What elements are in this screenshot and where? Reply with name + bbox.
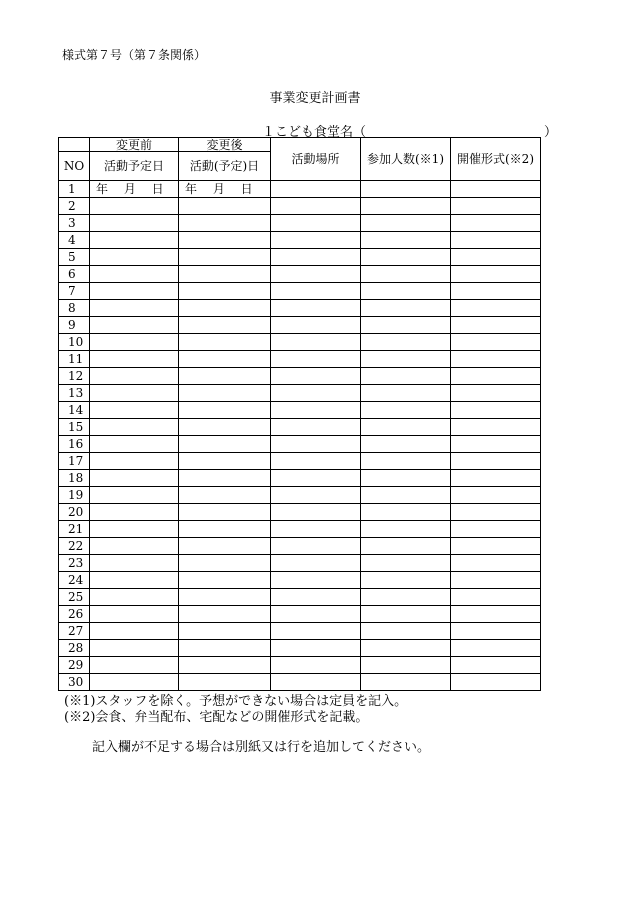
cell-no: 14 (59, 402, 90, 419)
cell-place[interactable] (271, 487, 361, 504)
footer-note: 記入欄が不足する場合は別紙又は行を追加してください。 (92, 740, 431, 755)
table-row (59, 266, 541, 283)
cell-after-date[interactable] (179, 538, 271, 555)
cell-no: 1 (59, 181, 90, 198)
cell-participants[interactable] (361, 181, 451, 198)
cell-after-date[interactable] (179, 300, 271, 317)
cell-place[interactable] (271, 181, 361, 198)
cell-after-date[interactable] (179, 385, 271, 402)
cell-participants[interactable] (361, 538, 451, 555)
cell-format[interactable] (451, 266, 541, 283)
cell-after-date[interactable] (179, 334, 271, 351)
cell-format[interactable] (451, 623, 541, 640)
cell-participants[interactable] (361, 521, 451, 538)
cell-before-date[interactable] (90, 419, 179, 436)
cell-participants[interactable] (361, 436, 451, 453)
cell-no: 21 (59, 521, 90, 538)
note-1: (※1)スタッフを除く。予想ができない場合は定員を記入。 (64, 694, 408, 709)
cell-before-date[interactable] (90, 283, 179, 300)
cell-no: 2 (59, 198, 90, 215)
cell-before-date[interactable] (90, 572, 179, 589)
cell-no: 26 (59, 606, 90, 623)
cell-no: 28 (59, 640, 90, 657)
table-row (59, 368, 541, 385)
header-before-group: 変更前 (90, 138, 179, 152)
cell-no: 15 (59, 419, 90, 436)
cell-participants[interactable] (361, 555, 451, 572)
cell-after-date[interactable] (179, 640, 271, 657)
header-after-group: 変更後 (179, 138, 271, 152)
cell-place[interactable] (271, 249, 361, 266)
cell-place[interactable] (271, 334, 361, 351)
table-row (59, 470, 541, 487)
cell-after-date[interactable] (179, 657, 271, 674)
header-row-group (59, 138, 541, 152)
cell-before-date[interactable] (90, 368, 179, 385)
cell-format[interactable] (451, 232, 541, 249)
table-row (59, 487, 541, 504)
cell-before-date[interactable] (90, 623, 179, 640)
cell-no: 27 (59, 623, 90, 640)
cell-after-date[interactable] (179, 606, 271, 623)
cell-participants[interactable] (361, 283, 451, 300)
cell-no: 3 (59, 215, 90, 232)
table-row (59, 538, 541, 555)
cell-participants[interactable] (361, 589, 451, 606)
table-row (59, 198, 541, 215)
cell-before-date[interactable] (90, 521, 179, 538)
cell-place[interactable] (271, 606, 361, 623)
table-row (59, 215, 541, 232)
cell-participants[interactable] (361, 640, 451, 657)
cell-participants[interactable] (361, 453, 451, 470)
cell-before-date[interactable] (90, 436, 179, 453)
cell-after-date[interactable] (179, 266, 271, 283)
cell-before-date[interactable] (90, 504, 179, 521)
cell-place[interactable] (271, 623, 361, 640)
header-format: 開催形式(※2) (451, 138, 541, 181)
table-row (59, 674, 541, 691)
cell-no: 10 (59, 334, 90, 351)
cell-after-date[interactable] (179, 504, 271, 521)
cell-place[interactable] (271, 521, 361, 538)
cell-no: 7 (59, 283, 90, 300)
cell-before-date[interactable] (90, 232, 179, 249)
table-row (59, 181, 541, 198)
table-row (59, 317, 541, 334)
cell-format[interactable] (451, 334, 541, 351)
table-row (59, 555, 541, 572)
cell-no: 18 (59, 470, 90, 487)
cell-after-date[interactable] (179, 419, 271, 436)
cell-no: 9 (59, 317, 90, 334)
cell-after-date[interactable] (179, 351, 271, 368)
cell-no: 17 (59, 453, 90, 470)
cell-participants[interactable] (361, 249, 451, 266)
cell-format[interactable] (451, 198, 541, 215)
cell-place[interactable] (271, 504, 361, 521)
cell-no: 20 (59, 504, 90, 521)
cafeteria-name-label: １こども食堂名（ (262, 125, 367, 140)
table-row (59, 572, 541, 589)
header-after-date: 活動(予定)日 (179, 152, 271, 181)
cell-after-date[interactable] (179, 453, 271, 470)
cell-after-date[interactable] (179, 487, 271, 504)
cafeteria-name-close-paren: ） (543, 125, 557, 140)
table-row (59, 402, 541, 419)
cell-before-date[interactable] (90, 249, 179, 266)
cell-no: 24 (59, 572, 90, 589)
cell-before-date[interactable] (90, 215, 179, 232)
cell-after-date[interactable] (179, 521, 271, 538)
cell-participants[interactable] (361, 419, 451, 436)
cell-no: 12 (59, 368, 90, 385)
cell-format[interactable] (451, 487, 541, 504)
cell-format[interactable] (451, 504, 541, 521)
cell-place[interactable] (271, 436, 361, 453)
header-no: NO (59, 152, 90, 181)
cell-no: 11 (59, 351, 90, 368)
cell-place[interactable] (271, 232, 361, 249)
cell-participants[interactable] (361, 215, 451, 232)
cell-format[interactable] (451, 317, 541, 334)
cell-format[interactable] (451, 657, 541, 674)
cell-place[interactable] (271, 351, 361, 368)
table-row (59, 419, 541, 436)
table-row (59, 351, 541, 368)
table-row (59, 300, 541, 317)
cell-after-date[interactable] (179, 623, 271, 640)
cell-participants[interactable] (361, 317, 451, 334)
table-row (59, 283, 541, 300)
cell-participants[interactable] (361, 674, 451, 691)
cell-place[interactable] (271, 555, 361, 572)
cell-participants[interactable] (361, 232, 451, 249)
cell-no: 6 (59, 266, 90, 283)
cell-format[interactable] (451, 606, 541, 623)
cell-before-date[interactable] (90, 555, 179, 572)
cell-before-date[interactable] (90, 300, 179, 317)
table-row (59, 640, 541, 657)
cell-after-date[interactable] (179, 470, 271, 487)
cell-format[interactable] (451, 674, 541, 691)
cell-participants[interactable] (361, 487, 451, 504)
cell-before-date[interactable] (90, 674, 179, 691)
cell-no: 8 (59, 300, 90, 317)
cell-place[interactable] (271, 470, 361, 487)
cell-no: 30 (59, 674, 90, 691)
cell-before-date[interactable] (90, 402, 179, 419)
cell-before-date[interactable] (90, 453, 179, 470)
cell-before-date[interactable] (90, 589, 179, 606)
cell-place[interactable] (271, 317, 361, 334)
cell-participants[interactable] (361, 606, 451, 623)
cell-place[interactable] (271, 453, 361, 470)
cell-place[interactable] (271, 198, 361, 215)
table-row (59, 385, 541, 402)
cell-format[interactable] (451, 385, 541, 402)
cell-after-date[interactable] (179, 402, 271, 419)
cell-no: 25 (59, 589, 90, 606)
cell-after-date[interactable] (179, 674, 271, 691)
cell-format[interactable] (451, 640, 541, 657)
cell-after-date[interactable] (179, 232, 271, 249)
cell-no: 4 (59, 232, 90, 249)
cell-place[interactable] (271, 572, 361, 589)
cell-before-date[interactable] (90, 538, 179, 555)
cell-participants[interactable] (361, 470, 451, 487)
cell-format[interactable] (451, 538, 541, 555)
note-2: (※2)会食、弁当配布、宅配などの開催形式を記載。 (64, 710, 369, 725)
cell-participants[interactable] (361, 572, 451, 589)
cell-format[interactable] (451, 181, 541, 198)
cell-after-date[interactable] (179, 589, 271, 606)
cell-before-date[interactable] (90, 606, 179, 623)
cell-format[interactable] (451, 589, 541, 606)
cell-format[interactable] (451, 283, 541, 300)
change-plan-table (58, 137, 541, 691)
cell-before-date[interactable] (90, 470, 179, 487)
cell-format[interactable] (451, 351, 541, 368)
cell-after-date[interactable] (179, 215, 271, 232)
cell-place[interactable] (271, 640, 361, 657)
cell-no: 5 (59, 249, 90, 266)
cell-after-date[interactable] (179, 436, 271, 453)
cell-place[interactable] (271, 589, 361, 606)
table-row (59, 623, 541, 640)
cell-participants[interactable] (361, 368, 451, 385)
cell-format[interactable] (451, 521, 541, 538)
table-row (59, 589, 541, 606)
cell-participants[interactable] (361, 334, 451, 351)
cell-no: 29 (59, 657, 90, 674)
table-row (59, 657, 541, 674)
cell-place[interactable] (271, 385, 361, 402)
cell-format[interactable] (451, 572, 541, 589)
cell-after-date[interactable] (179, 555, 271, 572)
document-title: 事業変更計画書 (269, 91, 361, 106)
cell-after-date[interactable] (179, 572, 271, 589)
cell-after-date[interactable] (179, 368, 271, 385)
cell-before-date[interactable] (90, 198, 179, 215)
cell-place[interactable] (271, 368, 361, 385)
cell-place[interactable] (271, 215, 361, 232)
cell-place[interactable] (271, 283, 361, 300)
cell-participants[interactable] (361, 351, 451, 368)
cell-format[interactable] (451, 300, 541, 317)
cell-no: 22 (59, 538, 90, 555)
cell-format[interactable] (451, 555, 541, 572)
cell-place[interactable] (271, 266, 361, 283)
cell-format[interactable] (451, 419, 541, 436)
table-row (59, 606, 541, 623)
notes (64, 694, 407, 726)
cell-before-date[interactable] (90, 317, 179, 334)
cell-format[interactable] (451, 215, 541, 232)
table-row (59, 436, 541, 453)
table-row (59, 334, 541, 351)
cell-after-date[interactable] (179, 249, 271, 266)
cell-place[interactable] (271, 402, 361, 419)
cell-before-date[interactable] (90, 385, 179, 402)
cell-no: 13 (59, 385, 90, 402)
cell-after-date[interactable]: 年 月 日 (179, 181, 271, 198)
cell-format[interactable] (451, 436, 541, 453)
header-no-blank (59, 138, 90, 152)
cell-participants[interactable] (361, 300, 451, 317)
table-row (59, 232, 541, 249)
cell-participants[interactable] (361, 657, 451, 674)
cell-format[interactable] (451, 470, 541, 487)
header-place: 活動場所 (271, 138, 361, 181)
table-row (59, 504, 541, 521)
cell-participants[interactable] (361, 266, 451, 283)
cell-place[interactable] (271, 300, 361, 317)
cell-place[interactable] (271, 674, 361, 691)
cell-participants[interactable] (361, 402, 451, 419)
cell-participants[interactable] (361, 385, 451, 402)
cell-no: 19 (59, 487, 90, 504)
cell-format[interactable] (451, 249, 541, 266)
cell-before-date[interactable] (90, 657, 179, 674)
cell-no: 23 (59, 555, 90, 572)
cell-participants[interactable] (361, 504, 451, 521)
table-row (59, 249, 541, 266)
cell-before-date[interactable] (90, 351, 179, 368)
form-number: 様式第７号（第７条関係） (62, 48, 207, 62)
header-before-date: 活動予定日 (90, 152, 179, 181)
cell-place[interactable] (271, 419, 361, 436)
cell-before-date[interactable] (90, 640, 179, 657)
cell-place[interactable] (271, 657, 361, 674)
cell-after-date[interactable] (179, 283, 271, 300)
cell-format[interactable] (451, 402, 541, 419)
cell-no: 16 (59, 436, 90, 453)
cell-format[interactable] (451, 453, 541, 470)
cell-participants[interactable] (361, 198, 451, 215)
cell-after-date[interactable] (179, 317, 271, 334)
cell-place[interactable] (271, 538, 361, 555)
cell-format[interactable] (451, 368, 541, 385)
cell-before-date[interactable] (90, 334, 179, 351)
cell-before-date[interactable]: 年 月 日 (90, 181, 179, 198)
cell-before-date[interactable] (90, 266, 179, 283)
cell-after-date[interactable] (179, 198, 271, 215)
cell-before-date[interactable] (90, 487, 179, 504)
header-participants: 参加人数(※1) (361, 138, 451, 181)
cell-participants[interactable] (361, 623, 451, 640)
table-row (59, 453, 541, 470)
table-row (59, 521, 541, 538)
